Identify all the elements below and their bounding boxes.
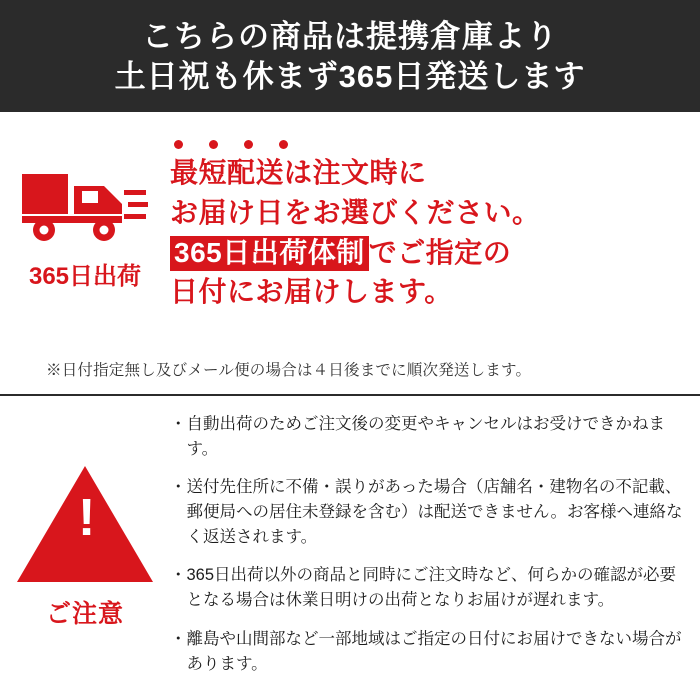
emphasis-dot: [174, 140, 183, 149]
bullet-mark: ・: [170, 629, 187, 648]
header-line-2: 土日祝も休まず365日発送します: [114, 59, 586, 94]
header-line-1: こちらの商品は提携倉庫より: [142, 19, 558, 55]
caution-list: [170, 410, 700, 700]
delivery-truck-icon: [20, 160, 150, 246]
banner-header: [0, 0, 700, 112]
shipping-highlight-rest: でご指定の: [368, 236, 512, 268]
warning-triangle-icon: [17, 466, 153, 582]
shipping-line-4: 日付にお届けします。: [170, 276, 453, 308]
shipping-highlight: 365日出荷体制: [170, 236, 369, 271]
bullet-mark: ・: [170, 566, 187, 585]
shipping-note: ※日付指定無し及びメール便の場合は４日後までに順次発送します。: [46, 362, 532, 379]
list-item-text: 自動出荷のためご注文後の変更やキャンセルはお受けできかねます。: [186, 415, 665, 459]
list-item: [170, 627, 684, 677]
truck-column: [0, 112, 170, 394]
emphasis-dot: [279, 140, 288, 149]
emphasis-dot: [244, 140, 253, 149]
shipping-line-2: お届け日をお選びください。: [170, 196, 541, 228]
list-item: [170, 475, 684, 550]
bullet-mark: ・: [170, 415, 187, 433]
list-item-text: 365日出荷以外の商品と同時にご注文時など、何らかの確認が必要となる場合は休業日明けの出荷となりお届けが遅れます。: [186, 566, 677, 610]
shipping-line-1: 最短配送は注文時に: [170, 157, 427, 188]
caution-label: ご注意: [45, 600, 124, 628]
shipping-text-column: [170, 112, 700, 394]
truck-label: 365日出荷: [28, 263, 142, 290]
list-item: [170, 563, 684, 613]
shipping-line-3: [170, 233, 686, 273]
list-item: [170, 412, 684, 462]
emphasis-dots: [174, 140, 686, 149]
caution-column: [0, 410, 170, 700]
caution-section: [0, 396, 700, 700]
exclamation-mark: !: [78, 489, 96, 547]
emphasis-dot: [209, 140, 218, 149]
shipping-section: [0, 112, 700, 396]
bullet-mark: ・: [170, 478, 187, 497]
list-item-text: 送付先住所に不備・誤りがあった場合（店舗名・建物名の不記載、郵便局への居住未登録を含む）は配送できません。お客様へ連絡なく返送されます。: [186, 478, 683, 547]
list-item-text: 離島や山間部など一部地域はご指定の日付にお届けできない場合があります。: [186, 629, 682, 673]
